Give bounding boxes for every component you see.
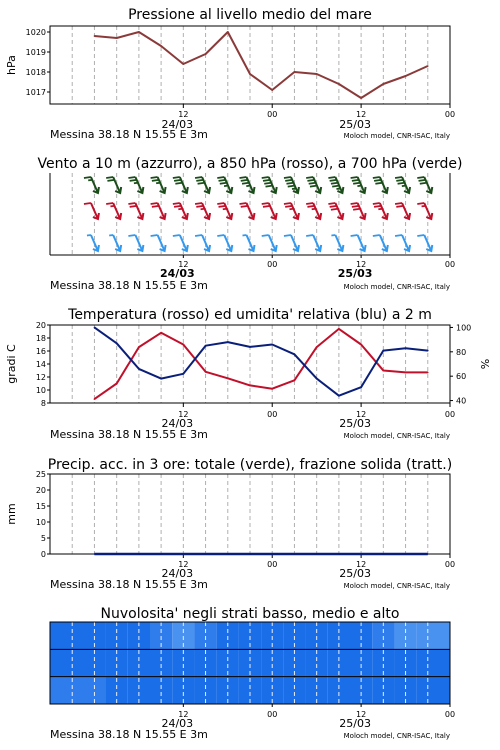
precipitation-line-point [94, 553, 96, 555]
precipitation-line-point [316, 553, 318, 555]
humidity-line-point [383, 350, 385, 352]
wind-barb-full [195, 235, 202, 236]
y-tick-label: 1018 [25, 68, 46, 77]
wind-barb-half [422, 206, 426, 207]
temperature-line-point [94, 398, 96, 400]
temperature-title: Temperatura (rosso) ed umidita' relativa (blu) a 2 m [68, 307, 432, 323]
y-tick-label: 15 [35, 502, 46, 511]
date-label: 24/03 [161, 417, 194, 430]
wind-barb-full [242, 183, 249, 184]
x-tick-label: 12 [356, 560, 367, 569]
y-tick-label: 1017 [25, 88, 46, 97]
humidity-line-point [316, 378, 318, 380]
wind-barb-full [310, 186, 317, 187]
precipitation-line-point [360, 553, 362, 555]
wind-barb-full [151, 235, 158, 236]
wind-barb-full [286, 183, 293, 184]
wind-barb-full [128, 203, 135, 204]
wind-barb-full [130, 180, 137, 181]
x-tick-label: 12 [178, 260, 189, 269]
precipitation-line-point [427, 553, 429, 555]
wind-barb-half [87, 235, 91, 236]
wind-barb-full [264, 183, 271, 184]
pressure-line-point [338, 83, 340, 85]
wind-barb-full [106, 177, 113, 178]
model-credit: Moloch model, CNR-ISAC, Italy [343, 283, 450, 291]
wind-barb-full [174, 206, 181, 207]
humidity-line-point [116, 342, 118, 344]
wind-barb-full [351, 203, 358, 204]
wind-barb-half [243, 235, 247, 236]
wind-barb-full [219, 180, 226, 181]
wind-barb-full [195, 177, 202, 178]
temperature-line-point [338, 328, 340, 330]
wind-barb-full [84, 177, 91, 178]
wind-barb-full [307, 206, 314, 207]
y-axis-label: mm [5, 503, 18, 525]
wind-barb-full [306, 177, 313, 178]
pressure-line-point [160, 45, 162, 47]
wind-barb-full [375, 183, 382, 184]
wind-barb-full [128, 235, 135, 236]
wind-barb-full [374, 206, 381, 207]
precipitation-line-point [249, 553, 251, 555]
wind-barb-full [351, 235, 358, 236]
pressure-title: Pressione al livello medio del mare [128, 7, 372, 23]
y-tick-label: 10 [35, 386, 46, 395]
precipitation-line-point [383, 553, 385, 555]
wind-barb-half [134, 183, 138, 184]
precipitation-line-point [294, 553, 296, 555]
temperature-line-point [294, 379, 296, 381]
y-tick-label-right: 40 [456, 396, 467, 406]
humidity-line-point [138, 368, 140, 370]
temperature-panel [5, 307, 492, 441]
wind-barb-full [262, 177, 269, 178]
wind-barb-half [402, 186, 406, 187]
x-tick-label: 00 [444, 710, 456, 719]
wind-barb-half [223, 209, 227, 210]
wind-barb-full [331, 209, 338, 210]
wind-barb-half [178, 209, 182, 210]
pressure-line-point [116, 37, 118, 39]
wind-barb-half [357, 186, 361, 187]
wind-barb-full [353, 209, 360, 210]
pressure-line-point [138, 31, 140, 33]
wind-barb-full [263, 206, 270, 207]
wind-barb-full [352, 206, 359, 207]
y-tick-label: 18 [35, 334, 46, 343]
wind-barb-half [224, 186, 228, 187]
x-tick-label: 00 [444, 410, 456, 419]
wind-barb-full [330, 206, 337, 207]
date-label: 25/03 [339, 567, 371, 580]
x-tick-label: 00 [444, 110, 456, 119]
precipitation-line-point [138, 553, 140, 555]
y-tick-label-right: 100 [456, 323, 472, 333]
wind-barb-full [331, 183, 338, 184]
humidity-line-point [183, 373, 185, 375]
pressure-line-point [183, 63, 185, 65]
wind-barb-full [84, 203, 91, 204]
x-tick-label: 12 [356, 110, 367, 119]
wind-barb-full [288, 186, 295, 187]
wind-barb-full [396, 206, 403, 207]
temperature-line-point [227, 378, 229, 380]
pressure-line-point [227, 31, 229, 33]
date-label: 25/03 [339, 118, 371, 131]
wind-barb-half [110, 206, 114, 207]
date-label: 24/03 [161, 118, 194, 131]
precipitation-plot-area [50, 474, 450, 554]
humidity-line-point [271, 344, 273, 346]
wind-barb-full [420, 183, 427, 184]
precipitation-line-point [338, 553, 340, 555]
precipitation-title: Precip. acc. in 3 ore: totale (verde), frazione solida (tratt.) [47, 457, 453, 473]
station-info: Messina 38.18 N 15.55 E 3m [50, 428, 208, 441]
wind-barb-full [284, 177, 291, 178]
wind-barb-full [417, 203, 424, 204]
temperature-line-point [383, 370, 385, 372]
temperature-line-point [205, 371, 207, 373]
x-tick-label: 12 [178, 110, 189, 119]
station-info: Messina 38.18 N 15.55 E 3m [50, 578, 208, 591]
wind-barb-full [152, 180, 159, 181]
wind-barb-full [284, 235, 291, 236]
wind-barb-full [351, 177, 358, 178]
cloud-cell [417, 677, 450, 704]
clouds-panel [50, 606, 455, 741]
pressure-line-point [427, 65, 429, 67]
y-tick-label-right: 80 [456, 347, 467, 357]
humidity-line-point [427, 350, 429, 352]
pressure-line-point [405, 75, 407, 77]
wind-barb-half [156, 183, 160, 184]
wind-barb-full [196, 206, 203, 207]
wind-barb-full [285, 180, 292, 181]
y-axis-label: hPa [5, 55, 18, 75]
wind-barb-full [262, 203, 269, 204]
wind-barb-full [106, 203, 113, 204]
cloud-cell [417, 622, 450, 649]
wind-barb-full [217, 203, 224, 204]
humidity-line-point [205, 345, 207, 347]
y-tick-label: 1020 [25, 28, 46, 37]
temperature-line-point [183, 344, 185, 346]
wind-barb-half [292, 189, 296, 190]
date-label: 25/03 [337, 267, 373, 280]
pressure-line-point [383, 83, 385, 85]
humidity-line-point [294, 353, 296, 355]
wind-barb-full [332, 186, 339, 187]
humidity-line-point [94, 327, 96, 329]
x-tick-label: 00 [444, 260, 456, 269]
wind-barb-full [241, 206, 248, 207]
y-tick-label: 16 [35, 347, 46, 356]
precipitation-line-point [227, 553, 229, 555]
wind-barb-full [352, 180, 359, 181]
station-info: Messina 38.18 N 15.55 E 3m [50, 728, 208, 741]
wind-barb-half [331, 235, 335, 236]
x-tick-label: 12 [178, 560, 189, 569]
temperature-line-point [405, 372, 407, 374]
temperature-line-point [271, 388, 273, 390]
wind-barb-full [306, 203, 313, 204]
date-label: 24/03 [161, 567, 194, 580]
temperature-line-point [427, 372, 429, 374]
x-tick-label: 00 [267, 560, 278, 569]
temperature-line-point [249, 385, 251, 387]
pressure-line-point [94, 35, 96, 37]
wind-barb-full [151, 203, 158, 204]
wind-barb-full [173, 203, 180, 204]
temperature-line-point [360, 344, 362, 346]
wind-barb-full [130, 206, 137, 207]
wind-barb-full [419, 180, 426, 181]
y-tick-label: 0 [40, 550, 46, 559]
station-info: Messina 38.18 N 15.55 E 3m [50, 128, 208, 141]
wind-barb-full [309, 183, 316, 184]
y-tick-label: 20 [35, 321, 46, 330]
precipitation-line-point [205, 553, 207, 555]
wind-barb-full [284, 203, 291, 204]
model-credit: Moloch model, CNR-ISAC, Italy [343, 732, 450, 740]
x-tick-label: 00 [267, 260, 278, 269]
wind-barb-full [196, 180, 203, 181]
precipitation-line-point [271, 553, 273, 555]
pressure-line-point [316, 73, 318, 75]
x-tick-label: 12 [356, 260, 367, 269]
wind-barb-full [195, 203, 202, 204]
x-tick-label: 00 [267, 710, 278, 719]
y-tick-label: 5 [40, 534, 46, 543]
model-credit: Moloch model, CNR-ISAC, Italy [343, 432, 450, 440]
cloud-cell [417, 649, 450, 676]
cloud-cell [50, 677, 106, 704]
wind-barb-full [373, 177, 380, 178]
date-label: 25/03 [339, 717, 371, 730]
date-label: 24/03 [161, 717, 194, 730]
temperature-line-point [160, 332, 162, 334]
precipitation-line-point [183, 553, 185, 555]
wind-barb-full [174, 180, 181, 181]
wind-barb-full [307, 180, 314, 181]
temperature-line-point [316, 346, 318, 348]
wind-barb-full [285, 206, 292, 207]
wind-barb-full [306, 235, 313, 236]
date-label: 24/03 [160, 267, 195, 280]
y-tick-label: 25 [35, 470, 46, 479]
x-tick-label: 00 [267, 410, 278, 419]
wind-barb-half [289, 209, 293, 210]
wind-barb-half [312, 209, 316, 210]
wind-barb-full [219, 206, 226, 207]
pressure-panel [5, 7, 455, 141]
wind-barb-full [220, 183, 227, 184]
wind-barb-full [396, 180, 403, 181]
pressure-line-point [249, 73, 251, 75]
wind-barb-half [336, 189, 340, 190]
wind-barb-full [107, 180, 114, 181]
date-label: 25/03 [339, 417, 371, 430]
x-tick-label: 12 [356, 410, 367, 419]
y-tick-label: 10 [35, 518, 46, 527]
wind-barb-full [395, 203, 402, 204]
model-credit: Moloch model, CNR-ISAC, Italy [343, 582, 450, 590]
wind-barb-full [374, 180, 381, 181]
wind-barb-full [266, 186, 273, 187]
x-tick-label: 00 [444, 560, 456, 569]
wind-barb-half [109, 235, 113, 236]
precipitation-panel [5, 457, 455, 591]
y-axis-label-right: % [479, 358, 492, 370]
wind-barb-full [398, 183, 405, 184]
wind-barb-full [217, 177, 224, 178]
wind-barb-full [173, 235, 180, 236]
x-tick-label: 12 [178, 710, 189, 719]
pressure-line-point [205, 53, 207, 55]
wind-barb-full [417, 235, 424, 236]
precipitation-line-point [116, 553, 118, 555]
pressure-line-point [294, 71, 296, 73]
humidity-line-point [360, 386, 362, 388]
wind-barb-full [373, 203, 380, 204]
wind-barb-full [241, 180, 248, 181]
y-tick-label: 1019 [25, 48, 46, 57]
wind-barb-half [201, 209, 205, 210]
wind-barb-full [417, 177, 424, 178]
wind-barb-full [240, 203, 247, 204]
y-tick-label: 12 [35, 373, 46, 382]
y-tick-label: 8 [40, 399, 46, 408]
wind-barb-full [173, 177, 180, 178]
y-tick-label: 14 [35, 360, 46, 369]
y-tick-label-right: 60 [456, 372, 467, 382]
temperature-line-point [138, 346, 140, 348]
wind-barb-full [128, 177, 135, 178]
wind-barb-full [353, 183, 360, 184]
wind-barb-half [246, 186, 250, 187]
x-tick-label: 12 [178, 410, 189, 419]
wind-barb-full [217, 235, 224, 236]
humidity-line-point [405, 347, 407, 349]
wind-barb-full [175, 183, 182, 184]
model-credit: Moloch model, CNR-ISAC, Italy [343, 132, 450, 140]
precipitation-line-point [160, 553, 162, 555]
wind-barb-full [151, 177, 158, 178]
temperature-line-point [116, 383, 118, 385]
wind-barb-full [328, 177, 335, 178]
humidity-line-point [227, 341, 229, 343]
station-info: Messina 38.18 N 15.55 E 3m [50, 279, 208, 292]
wind-barb-full [262, 235, 269, 236]
cloud-cell [50, 622, 106, 649]
clouds-title: Nuvolosita' negli strati basso, medio e alto [100, 606, 400, 622]
wind-title: Vento a 10 m (azzurro), a 850 hPa (rosso), a 700 hPa (verde) [37, 156, 463, 172]
wind-barb-full [330, 180, 337, 181]
pressure-line-point [360, 97, 362, 99]
humidity-line-point [160, 378, 162, 380]
pressure-line-point [271, 89, 273, 91]
x-tick-label: 00 [267, 110, 278, 119]
wind-barb-full [263, 180, 270, 181]
wind-barb-full [198, 183, 205, 184]
wind-barb-full [373, 235, 380, 236]
cloud-cell [50, 649, 106, 676]
x-tick-label: 12 [356, 710, 367, 719]
wind-barb-full [395, 235, 402, 236]
humidity-line-point [338, 395, 340, 397]
humidity-line-point [249, 346, 251, 348]
wind-panel [37, 156, 462, 292]
wind-barb-half [88, 180, 92, 181]
wind-barb-full [328, 203, 335, 204]
wind-barb-full [152, 206, 159, 207]
y-tick-label: 20 [35, 486, 46, 495]
wind-barb-full [395, 177, 402, 178]
wind-barb-full [240, 177, 247, 178]
precipitation-line-point [405, 553, 407, 555]
wind-barb-half [378, 209, 382, 210]
y-axis-label: gradi C [5, 344, 18, 384]
